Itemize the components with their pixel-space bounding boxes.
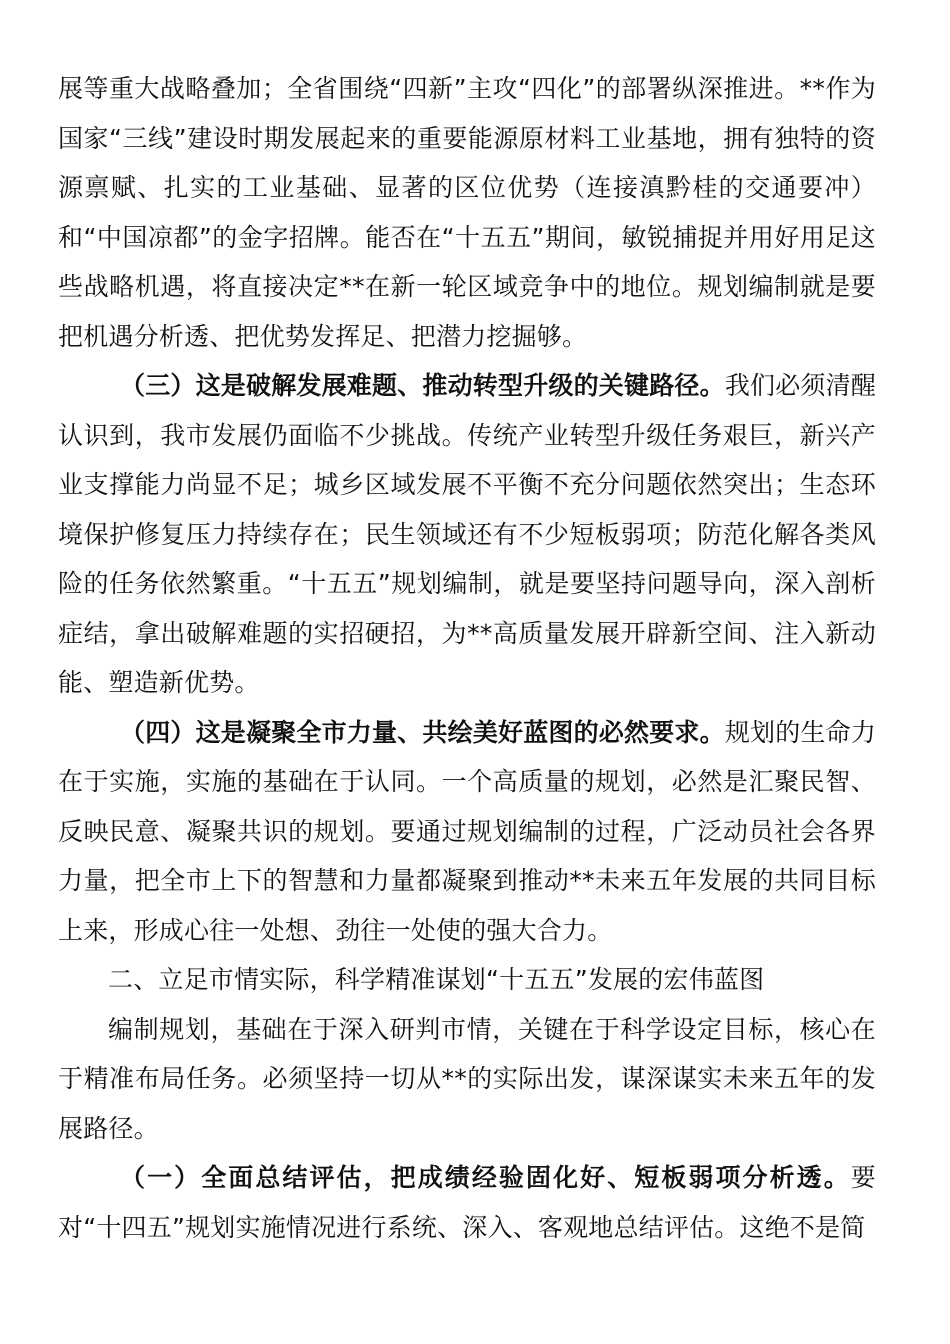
paragraph-section-4 — [58, 708, 876, 956]
paragraph-text: 编制规划，基础在于深入研判市情，关键在于科学设定目标，核心在于精准布局任务。必须坚持一切从**的实际出发，谋深谋实未来五年的发展路径。 — [58, 1014, 876, 1143]
paragraph-heading: （四）这是凝聚全市力量、共绘美好蓝图的必然要求。 — [120, 717, 725, 747]
section-title-2: 二、立足市情实际，科学精准谋划“十五五”发展的宏伟蓝图 — [108, 965, 765, 994]
paragraph-text: 展等重大战略叠加；全省围绕“四新”主攻“四化”的部署纵深推进。**作为国家“三线”建设时期发展起来的重要能源原材料工业基地，拥有独特的资源禀赋、扎实的工业基础、显著的区位优势（连接滇黔桂的交通要冲）和“中国凉都”的金字招牌。能否在“十五五”期间，敏锐捕捉并用好用足这些战略机遇，将直接决定**在新一轮区域竞争中的地位。规划编制就是要把机遇分析透、把优势发挥足、把潜力挖掘够。 — [58, 74, 876, 351]
paragraph-section-3 — [58, 361, 876, 708]
document-page — [58, 64, 876, 1252]
paragraph-text: 要对“十四五”规划实施情况进行系统、深入、客观地总结评估。这绝不是简 — [58, 1163, 876, 1242]
paragraph-heading: （一）全面总结评估，把成绩经验固化好、短板弱项分析透。 — [120, 1163, 851, 1192]
paragraph-text: 我们必须清醒认识到，我市发展仍面临不少挑战。传统产业转型升级任务艰巨，新兴产业支撑能力尚显不足；城乡区域发展不平衡不充分问题依然突出；生态环境保护修复压力持续存在；民生领域还有不少短板弱项；防范化解各类风险的任务依然繁重。“十五五”规划编制，就是要坚持问题导向，深入剖析症结，拿出破解难题的实招硬招，为**高质量发展开辟新空间、注入新动能、塑造新优势。 — [58, 371, 877, 697]
paragraph-heading: （三）这是破解发展难题、推动转型升级的关键路径。 — [120, 371, 725, 400]
paragraph-subsection-1 — [58, 1153, 876, 1252]
paragraph-intro-2 — [58, 1005, 876, 1154]
paragraph-strategic-opportunity — [58, 64, 876, 361]
paragraph-text: 规划的生命力在于实施，实施的基础在于认同。一个高质量的规划，必然是汇聚民智、反映民意、凝聚共识的规划。要通过规划编制的过程，广泛动员社会各界力量，把全市上下的智慧和力量都凝聚到推动**未来五年发展的共同目标上来，形成心往一处想、劲往一处使的强大合力。 — [58, 717, 877, 945]
